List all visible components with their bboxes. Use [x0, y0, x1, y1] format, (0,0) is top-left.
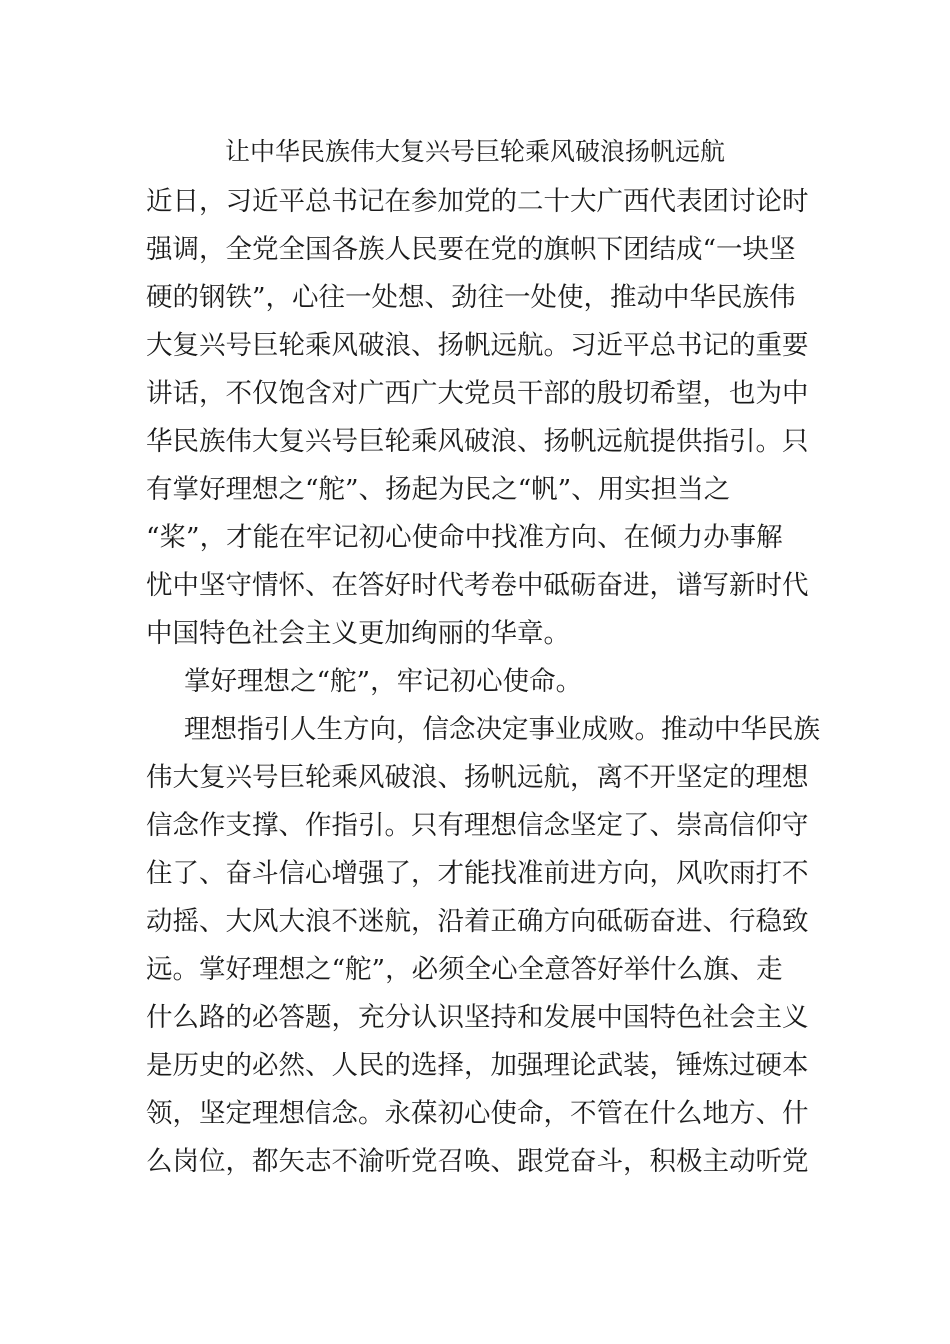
text-line: 讲话，不仅饱含对广西广大党员干部的殷切希望，也为中	[146, 378, 809, 409]
document-title: 让中华民族伟大复兴号巨轮乘风破浪扬帆远航	[224, 137, 725, 166]
text-line: 领，坚定理想信念。永葆初心使命，不管在什么地方、什	[146, 1098, 809, 1129]
text-line: 么岗位，都矢志不渝听党召唤、跟党奋斗，积极主动听党	[146, 1146, 809, 1177]
text-line: 什么路的必答题，充分认识坚持和发展中国特色社会主义	[146, 1002, 809, 1033]
text-line: 动摇、大风大浪不迷航，沿着正确方向砥砺奋进、行稳致	[146, 906, 809, 937]
text-line: 有掌好理想之“舵”、扬起为民之“帆”、用实担当之	[146, 474, 731, 505]
text-line: 华民族伟大复兴号巨轮乘风破浪、扬帆远航提供指引。只	[146, 426, 809, 457]
text-line: 忧中坚守情怀、在答好时代考卷中砥砺奋进，谱写新时代	[146, 570, 809, 601]
text-line: 理想指引人生方向，信念决定事业成败。推动中华民族	[184, 714, 820, 745]
text-line: 大复兴号巨轮乘风破浪、扬帆远航。习近平总书记的重要	[146, 330, 809, 361]
text-line: “桨”，才能在牢记初心使命中找准方向、在倾力办事解	[146, 522, 783, 553]
text-line: 近日，习近平总书记在参加党的二十大广西代表团讨论时	[146, 186, 809, 217]
text-line: 信念作支撑、作指引。只有理想信念坚定了、崇高信仰守	[146, 810, 809, 841]
text-line: 是历史的必然、人民的选择，加强理论武装，锤炼过硬本	[146, 1050, 809, 1081]
text-line: 强调，全党全国各族人民要在党的旗帜下团结成“一块坚	[146, 234, 796, 265]
section-heading: 掌好理想之“舵”，牢记初心使命。	[184, 666, 583, 697]
text-line: 中国特色社会主义更加绚丽的华章。	[146, 618, 570, 649]
text-line: 硬的钢铁”，心往一处想、劲往一处使，推动中华民族伟	[146, 282, 796, 313]
text-line: 远。掌好理想之“舵”，必须全心全意答好举什么旗、走	[146, 954, 783, 985]
text-line: 伟大复兴号巨轮乘风破浪、扬帆远航，离不开坚定的理想	[146, 762, 809, 793]
text-line: 住了、奋斗信心增强了，才能找准前进方向，风吹雨打不	[146, 858, 809, 889]
